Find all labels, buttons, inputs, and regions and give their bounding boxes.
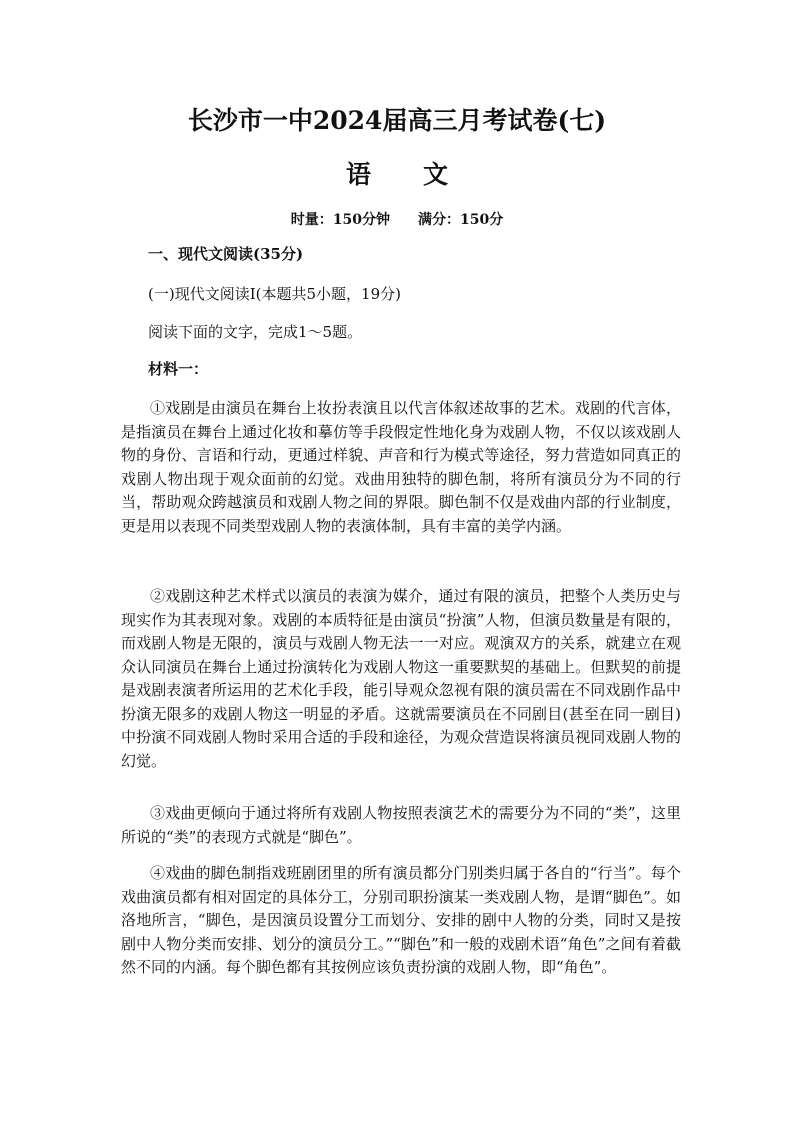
exam-meta (0, 209, 794, 229)
exam-title: 长沙市一中2024届高三月考试卷(七) (187, 106, 607, 135)
sub-section-heading: (一)现代文阅读Ⅰ(本题共5小题，19分) (148, 285, 401, 303)
paragraph-2: ②戏剧这种艺术样式以演员的表演为媒介，通过有限的演员，把整个人类历史与现实作为其表现对象。戏剧的本质特征是由演员“扮演”人物，但演员数量是有限的，而戏剧人物是无限的，演员与戏剧人物无法一一对应。观演双方的关系，就建立在观众认同演员在舞台上通过扮演转化为戏剧人物这一重要默契的基础上。但默契的前提是戏剧表演者所运用的艺术化手段，能引导观众忽视有限的演员需在不同戏剧作品中扮演无限多的戏剧人物这一明显的矛盾。这就需要演员在不同剧目(甚至在同一剧目)中扮演不同戏剧人物时采用合适的手段和途径，为观众营造误将演员视同戏剧人物的幻觉。 (121, 587, 681, 770)
full-score: 满分：150分 (418, 212, 504, 228)
subject-char-right: 文 (423, 160, 449, 189)
subject-char-left: 语 (345, 160, 371, 189)
instruction-text: 阅读下面的文字，完成1～5题。 (148, 323, 363, 341)
section-heading: 一、现代文阅读(35分) (148, 245, 304, 263)
subject-heading (0, 155, 794, 191)
paragraph-4: ④戏曲的脚色制指戏班剧团里的所有演员都分门别类归属于各自的“行当”。每个戏曲演员都有相对固定的具体分工，分别司职扮演某一类戏剧人物，是谓“脚色”。如洛地所言，“脚色，是因演员设置分工而划分、安排的剧中人物的分类，同时又是按剧中人物分类而安排、划分的演员分工。”“脚色”和一般的戏剧术语“角色”之间有着截然不同的内涵。每个脚色都有其按例应该负责扮演的戏剧人物，即“角色”。 (121, 864, 681, 976)
time-limit: 时量：150分钟 (290, 212, 390, 228)
paragraph-1: ①戏剧是由演员在舞台上妆扮表演且以代言体叙述故事的艺术。戏剧的代言体，是指演员在舞台上通过化妆和摹仿等手段假定性地化身为戏剧人物，不仅以该戏剧人物的身份、言语和行动，更通过样貌、声音和行为模式等途径，努力营造如同真正的戏剧人物出现于观众面前的幻觉。戏曲用独特的脚色制，将所有演员分为不同的行当，帮助观众跨越演员和戏剧人物之间的界限。脚色制不仅是戏曲内部的行业制度，更是用以表现不同类型戏剧人物的表演体制，具有丰富的美学内涵。 (121, 399, 681, 535)
material-label: 材料一： (148, 360, 209, 378)
paragraph-3: ③戏曲更倾向于通过将所有戏剧人物按照表演艺术的需要分为不同的“类”，这里所说的“类”的表现方式就是“脚色”。 (121, 804, 681, 846)
